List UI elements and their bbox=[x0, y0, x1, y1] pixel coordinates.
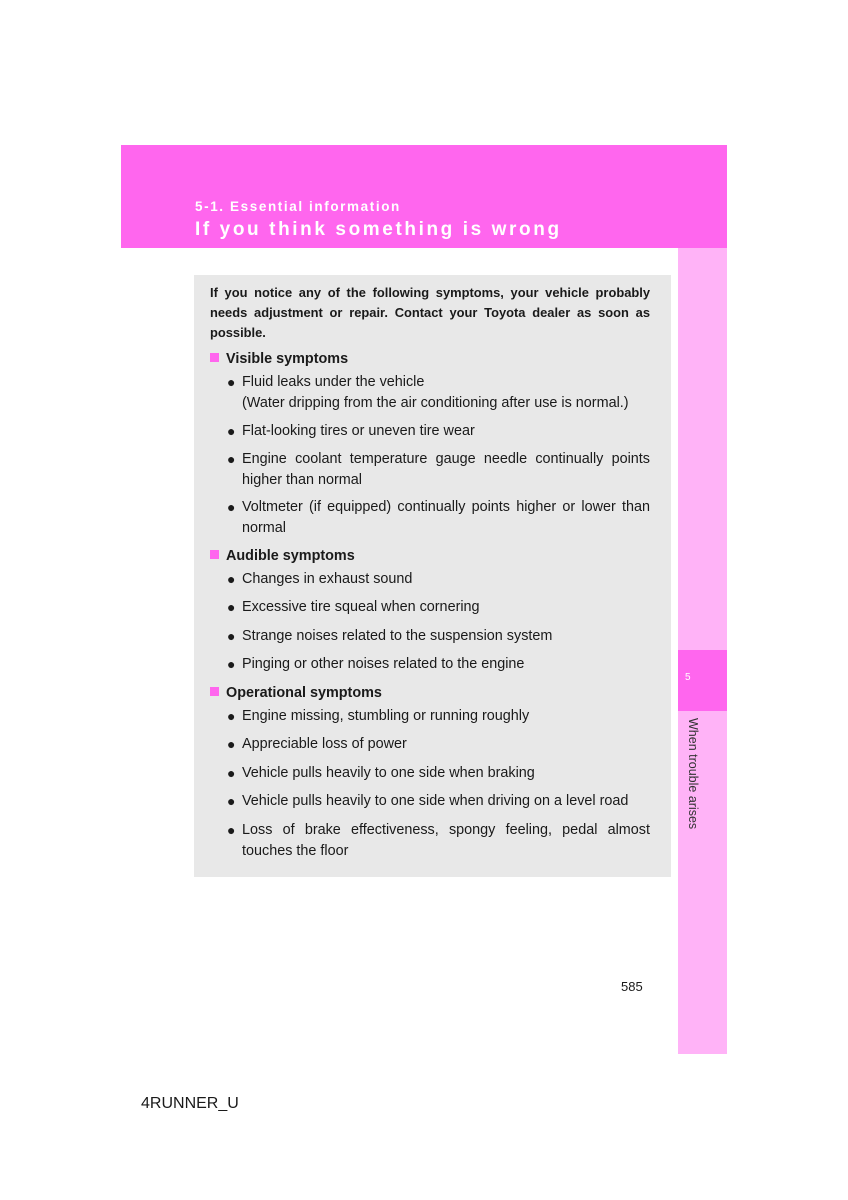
bullet-icon: ● bbox=[227, 374, 236, 390]
symptom-item bbox=[227, 820, 650, 861]
bullet-icon: ● bbox=[227, 736, 236, 752]
symptom-item bbox=[227, 734, 650, 755]
symptom-text: Excessive tire squeal when cornering bbox=[242, 599, 480, 615]
page-title: If you think something is wrong bbox=[195, 219, 562, 240]
symptom-text: Voltmeter (if equipped) continually points higher or lower than normal bbox=[242, 499, 650, 536]
symptom-item bbox=[227, 626, 650, 647]
bullet-icon: ● bbox=[227, 451, 236, 467]
section-label: 5-1. Essential information bbox=[195, 199, 401, 214]
symptom-text: Pinging or other noises related to the engine bbox=[242, 656, 525, 672]
bullet-icon: ● bbox=[227, 423, 236, 439]
bullet-icon: ● bbox=[227, 628, 236, 644]
bullet-icon: ● bbox=[227, 499, 236, 515]
symptom-text: Vehicle pulls heavily to one side when driving on a level road bbox=[242, 793, 629, 809]
bullet-icon: ● bbox=[227, 571, 236, 587]
pink-square-icon bbox=[210, 353, 219, 362]
intro-paragraph: If you notice any of the following symptoms, your vehicle probably needs adjustment or repair. Contact your Toyota dealer as soon as possible. bbox=[210, 285, 650, 340]
chapter-title: When trouble arises bbox=[686, 718, 700, 830]
symptom-item bbox=[227, 654, 650, 675]
pink-square-icon bbox=[210, 550, 219, 559]
category-title: Visible symptoms bbox=[226, 351, 349, 367]
symptom-item bbox=[227, 763, 650, 784]
category-title: Audible symptoms bbox=[226, 548, 355, 564]
bullet-icon: ● bbox=[227, 599, 236, 615]
symptom-text: Fluid leaks under the vehicle (Water dripping from the air conditioning after use is normal.) bbox=[242, 374, 629, 411]
symptom-text: Engine missing, stumbling or running roughly bbox=[242, 708, 530, 724]
symptom-text: Loss of brake effectiveness, spongy feeling, pedal almost touches the floor bbox=[242, 822, 650, 859]
model-code: 4RUNNER_U bbox=[141, 1095, 239, 1112]
symptom-text: Flat-looking tires or uneven tire wear bbox=[242, 423, 475, 439]
symptom-text: Engine coolant temperature gauge needle continually points higher than normal bbox=[242, 451, 650, 488]
bullet-icon: ● bbox=[227, 822, 236, 838]
category-heading-audible bbox=[210, 546, 355, 566]
category-heading-visible bbox=[210, 349, 348, 369]
symptom-item bbox=[227, 421, 650, 442]
symptom-text: Appreciable loss of power bbox=[242, 736, 407, 752]
bullet-icon: ● bbox=[227, 656, 236, 672]
symptom-item bbox=[227, 497, 650, 538]
symptom-text: Changes in exhaust sound bbox=[242, 571, 413, 587]
symptom-text: Vehicle pulls heavily to one side when braking bbox=[242, 765, 535, 781]
category-title: Operational symptoms bbox=[226, 685, 382, 701]
symptom-item bbox=[227, 706, 650, 727]
symptom-item bbox=[227, 569, 650, 590]
pink-square-icon bbox=[210, 687, 219, 696]
bullet-icon: ● bbox=[227, 765, 236, 781]
chapter-number: 5 bbox=[685, 672, 691, 683]
symptom-item bbox=[227, 597, 650, 618]
bullet-icon: ● bbox=[227, 708, 236, 724]
page-number: 585 bbox=[621, 979, 643, 994]
symptom-text: Strange noises related to the suspension system bbox=[242, 628, 553, 644]
symptom-item bbox=[227, 372, 650, 413]
symptom-item bbox=[227, 449, 650, 490]
category-heading-operational bbox=[210, 683, 382, 703]
bullet-icon: ● bbox=[227, 793, 236, 809]
symptom-item bbox=[227, 791, 650, 812]
